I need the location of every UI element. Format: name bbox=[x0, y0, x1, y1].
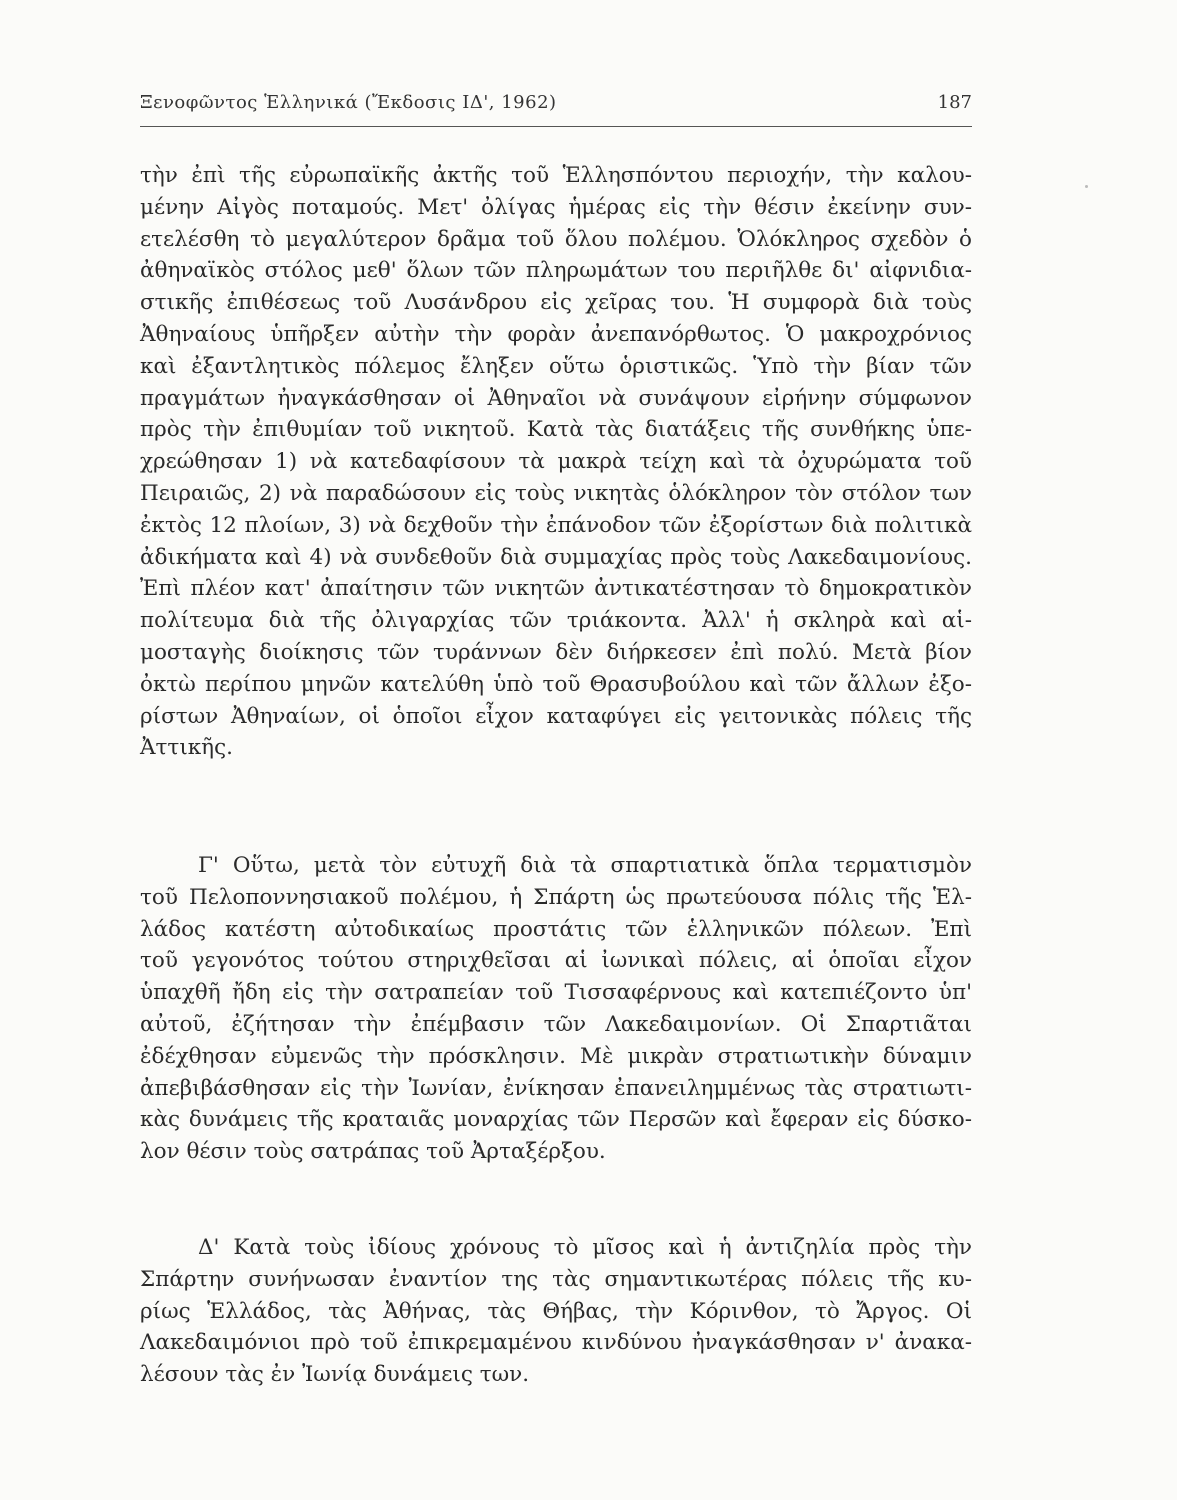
text-line: Ἀθηναίους ὑπῆρξεν αὐτὴν τὴν φορὰν ἀνεπανόρθωτος. Ὁ μακροχρόνιος bbox=[140, 321, 972, 347]
text-line: πολίτευμα διὰ τῆς ὀλιγαρχίας τῶν τριάκοντα. Ἀλλ' ἡ σκληρὰ καὶ αἱ- bbox=[140, 608, 972, 634]
text-line: Λακεδαιμόνιοι πρὸ τοῦ ἐπικρεμαμένου κινδύνου ἠναγκάσθησαν ν' ἀνακα- bbox=[140, 1330, 972, 1356]
paper-speck bbox=[1085, 185, 1088, 188]
paragraph-3 bbox=[140, 1232, 972, 1391]
text-line: ἀπεβιβάσθησαν εἰς τὴν Ἰωνίαν, ἐνίκησαν ἐπανειλημμένως τὰς στρατιωτι- bbox=[140, 1075, 972, 1101]
text-line: λάδος κατέστη αὐτοδικαίως προστάτις τῶν ἑλληνικῶν πόλεων. Ἐπὶ bbox=[140, 916, 972, 942]
text-line: κὰς δυνάμεις τῆς κραταιᾶς μοναρχίας τῶν Περσῶν καὶ ἔφεραν εἰς δύσκο- bbox=[140, 1107, 972, 1133]
text-line: πρὸς τὴν ἐπιθυμίαν τοῦ νικητοῦ. Κατὰ τὰς διατάξεις τῆς συνθήκης ὑπε- bbox=[140, 417, 972, 443]
text-line: ὑπαχθῆ ἤδη εἰς τὴν σατραπείαν τοῦ Τισσαφέρνους καὶ κατεπιέζοντο ὑπ' bbox=[140, 980, 972, 1006]
text-line: ἐδέχθησαν εὐμενῶς τὴν πρόσκλησιν. Μὲ μικρὰν στρατιωτικὴν δύναμιν bbox=[140, 1043, 972, 1069]
text-line: Ἐπὶ πλέον κατ' ἀπαίτησιν τῶν νικητῶν ἀντικατέστησαν τὸ δημοκρατικὸν bbox=[140, 576, 972, 602]
text-line: αὐτοῦ, ἐζήτησαν τὴν ἐπέμβασιν τῶν Λακεδαιμονίων. Οἱ Σπαρτιᾶται bbox=[140, 1011, 972, 1037]
text-line: πραγμάτων ἠναγκάσθησαν οἱ Ἀθηναῖοι νὰ συνάψουν εἰρήνην σύμφωνον bbox=[140, 385, 972, 411]
text-line: Πειραιῶς, 2) νὰ παραδώσουν εἰς τοὺς νικητὰς ὁλόκληρον τὸν στόλον των bbox=[140, 480, 972, 506]
text-line: ἐκτὸς 12 πλοίων, 3) νὰ δεχθοῦν τὴν ἐπάνοδον τῶν ἐξορίστων διὰ πολιτικὰ bbox=[140, 512, 972, 538]
header-title: Ξενοφῶντος Ἑλληνικά (Ἔκδοσις ΙΔ', 1962) bbox=[140, 92, 557, 113]
text-line: τὴν ἐπὶ τῆς εὐρωπαϊκῆς ἀκτῆς τοῦ Ἑλλησπόντου περιοχήν, τὴν καλου- bbox=[140, 163, 972, 188]
text-line: Σπάρτην συνήνωσαν ἐναντίον της τὰς σημαντικωτέρας πόλεις τῆς κυ- bbox=[140, 1266, 972, 1292]
page-number: 187 bbox=[937, 92, 972, 113]
paragraph-1 bbox=[140, 160, 972, 764]
paragraph-2 bbox=[140, 850, 972, 1168]
text-line: στικῆς ἐπιθέσεως τοῦ Λυσάνδρου εἰς χεῖρας του. Ἡ συμφορὰ διὰ τοὺς bbox=[140, 290, 972, 316]
text-line: ρίως Ἑλλάδος, τὰς Ἀθήνας, τὰς Θήβας, τὴν Κόρινθον, τὸ Ἄργος. Οἱ bbox=[140, 1298, 972, 1324]
text-line: Δ' Κατὰ τοὺς ἰδίους χρόνους τὸ μῖσος καὶ ἡ ἀντιζηλία πρὸς τὴν bbox=[198, 1235, 972, 1260]
running-header bbox=[140, 92, 972, 127]
text-line: ρίστων Ἀθηναίων, οἱ ὁποῖοι εἶχον καταφύγει εἰς γειτονικὰς πόλεις τῆς bbox=[140, 703, 972, 729]
text-line: τοῦ Πελοποννησιακοῦ πολέμου, ἡ Σπάρτη ὡς πρωτεύουσα πόλις τῆς Ἑλ- bbox=[140, 884, 972, 910]
text-line: λέσουν τὰς ἐν Ἰωνίᾳ δυνάμεις των. bbox=[140, 1362, 530, 1388]
text-line: Γ' Οὕτω, μετὰ τὸν εὐτυχῆ διὰ τὰ σπαρτιατικὰ ὅπλα τερματισμὸν bbox=[198, 853, 972, 878]
text-line: χρεώθησαν 1) νὰ κατεδαφίσουν τὰ μακρὰ τείχη καὶ τὰ ὀχυρώματα τοῦ bbox=[140, 449, 972, 475]
text-line: καὶ ἐξαντλητικὸς πόλεμος ἔληξεν οὕτω ὁριστικῶς. Ὑπὸ τὴν βίαν τῶν bbox=[140, 353, 972, 379]
text-line: ὀκτὼ περίπου μηνῶν κατελύθη ὑπὸ τοῦ Θρασυβούλου καὶ τῶν ἄλλων ἐξο- bbox=[140, 671, 972, 697]
text-line: ἀδικήματα καὶ 4) νὰ συνδεθοῦν διὰ συμμαχίας πρὸς τοὺς Λακεδαιμονίους. bbox=[140, 544, 972, 570]
text-line: μένην Αἰγὸς ποταμούς. Μετ' ὀλίγας ἡμέρας εἰς τὴν θέσιν ἐκείνην συν- bbox=[140, 194, 972, 220]
text-line: Ἀττικῆς. bbox=[140, 735, 233, 761]
text-line: ετελέσθη τὸ μεγαλύτερον δρᾶμα τοῦ ὅλου πολέμου. Ὁλόκληρος σχεδὸν ὁ bbox=[140, 226, 972, 252]
text-line: τοῦ γεγονότος τούτου στηριχθεῖσαι αἱ ἰωνικαὶ πόλεις, αἱ ὁποῖαι εἶχον bbox=[140, 948, 972, 974]
text-line: ἀθηναϊκὸς στόλος μεθ' ὅλων τῶν πληρωμάτων του περιῆλθε δι' αἰφνιδια- bbox=[140, 258, 972, 284]
text-line: λον θέσιν τοὺς σατράπας τοῦ Ἀρταξέρξου. bbox=[140, 1139, 606, 1165]
text-line: μοσταγὴς διοίκησις τῶν τυράννων δὲν διήρκεσεν ἐπὶ πολύ. Μετὰ βίον bbox=[140, 639, 972, 665]
